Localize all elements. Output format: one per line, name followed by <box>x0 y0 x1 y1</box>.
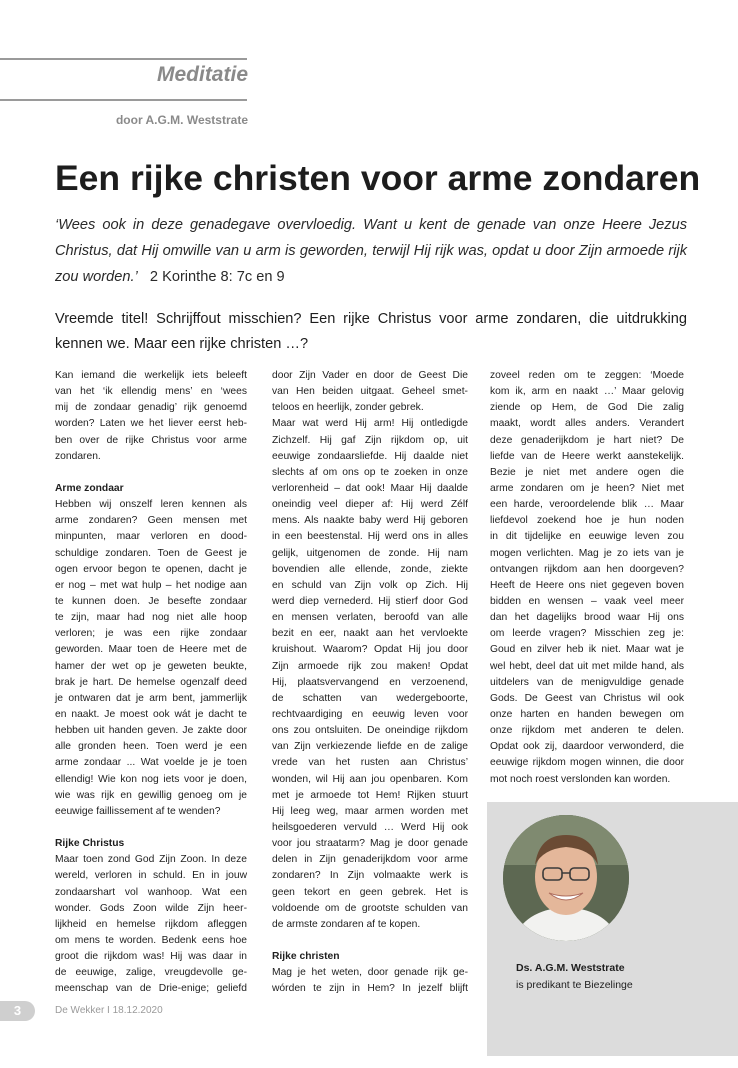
text-line: slechts af om ons op te zoeken in onze <box>272 466 468 478</box>
text-column-1 <box>55 368 247 997</box>
section-title: Meditatie <box>156 63 248 86</box>
text-line: onze rijkdom met anderen te delen. <box>490 725 684 737</box>
text-line: Maar wat werd Hij arm! Hij ontledigde <box>272 418 468 430</box>
text-line: hamer der wet op je geweten beukte, <box>55 660 247 672</box>
text-line: Zichzelf. Hij gaf Zijn rijkdom op, uit <box>272 434 468 446</box>
text-line: in dit tijdelijke en eeuwige leven zou <box>490 531 684 543</box>
text-line: Maar toen zond God Zijn Zoon. In deze <box>55 854 247 866</box>
text-line: ons zou ontsluiten. De oneindige rijkdom <box>272 725 468 737</box>
paragraph-gap <box>272 933 468 949</box>
text-line: en mensen verlaten, beroofd van alle <box>272 612 468 624</box>
text-line: van het ‘ik ellendig mens’ en ‘wees <box>55 386 247 398</box>
header-rule-top <box>0 58 247 60</box>
text-line: Hij leeg weg, maar armen worden met <box>272 805 468 817</box>
text-line: werd diep vernederd. Hij stierf door God <box>272 595 468 607</box>
text-line: de armste zondaren af te kopen. <box>272 918 421 930</box>
text-line: wie was rijk en gewillig genoeg om je <box>55 789 247 801</box>
text-line: met je armoede tot Hem! Rijken stuurt <box>272 789 468 801</box>
text-line: Hij, plaatsvervangend en verzoenend, <box>272 676 468 688</box>
text-line: Gods. De Geest van Christus wil ook <box>490 692 684 704</box>
text-line: mogen verlichten. Mag je zo iets van je <box>490 547 684 559</box>
section-heading: Rijke christen <box>272 951 340 963</box>
text-line: de schatten van wedergeboorte, <box>272 692 468 704</box>
text-line: zondaarshart vol wanhoop. Wat een <box>55 886 247 898</box>
paragraph-gap <box>55 820 247 836</box>
text-line: groot die rijkdom was! Hij was daar in <box>55 951 247 963</box>
text-line: van Zijn verkiezende liefde en de zalige <box>272 741 468 753</box>
article-intro: Vreemde titel! Schrijffout misschien? Een rijke Christus voor arme zondaren, die uitdrukking kennen we. Maar een rijke christen …? <box>55 311 687 352</box>
text-line: ontvangen rijkdom aan hen doorgeven? <box>490 563 684 575</box>
text-line: arme zondaren om je heen? Niet met <box>490 482 684 494</box>
text-line: rechtvaardiging en eeuwig leven voor <box>272 708 468 720</box>
author-byline: door A.G.M. Weststrate <box>115 113 248 127</box>
text-line: maakt, wordt alles anders. Verandert <box>490 418 684 430</box>
text-line: lijkheid en hemelse rijkdom afleggen <box>55 918 247 930</box>
text-line: door Zijn Vader en door de Geest Die <box>272 370 468 381</box>
section-heading: Rijke Christus <box>55 838 125 850</box>
text-line: kom ik, arm en naakt …’ Maar gelovig <box>490 386 684 398</box>
text-line: wórden te zijn in Hem? In jezelf blijft <box>272 983 468 995</box>
paragraph-gap <box>55 465 247 481</box>
text-line: worden? Laten we het liever eerst heb- <box>55 418 247 430</box>
quote-text: ‘Wees ook in deze genadegave overvloedig. Want u kent de genade van onze Heere Jezus Christus, dat Hij omwille van u arm is geworden, terwijl Hij rijk was, opdat u door Zijn armoede rijk zou worden.’ <box>55 217 687 285</box>
text-line: te kunnen doen. Je besefte zondaar <box>55 595 247 607</box>
text-line: liefdevol zoekend hoe je hun noden <box>490 515 684 527</box>
author-role: is predikant te Biezelinge <box>516 979 633 991</box>
text-line: wereld, verloren in schuld. En in jouw <box>55 870 247 882</box>
text-line: ben over de rijke Christus voor arme <box>55 434 247 446</box>
text-line: geworden. Maar toen de Heere met de <box>55 644 247 656</box>
text-line: arme zondaar ... Wat voelde je je toen <box>55 757 247 769</box>
text-line: ellendig! Wie kon nog iets voor je doen, <box>55 773 247 785</box>
text-line: voor jou straatarm? Mag je door genade <box>272 838 468 850</box>
text-line: zondaren. <box>55 450 101 462</box>
text-column-2 <box>272 368 468 997</box>
text-line: voldoende om de grootste schulden van <box>272 902 468 914</box>
text-line: mens. Als naakte baby werd Hij geboren <box>272 515 468 527</box>
bible-quote <box>55 212 687 290</box>
text-line: en naakt. Je moest ook wát je dacht te <box>55 708 247 720</box>
text-line: meenschap van de Drie-enige; geliefd <box>55 983 247 995</box>
page-number: 3 <box>0 1001 35 1021</box>
text-line: om mens te worden. Bedenk eens hoe <box>55 934 247 946</box>
text-line: Hebben wij onszelf leren kennen als <box>55 499 247 511</box>
text-line: Mag je het weten, door genade rijk ge- <box>272 967 468 979</box>
text-line: te zijn, maar had nog niet alle hoop <box>55 612 247 624</box>
text-line: onze harten en handen bewegen om <box>490 708 684 720</box>
text-line: arme zondaren? Geen mensen met <box>55 515 247 527</box>
text-line: om leerde vragen? Misschien zeg je: <box>490 628 684 640</box>
text-line: oneindig veel dieper af: Hij werd Zélf <box>272 499 468 511</box>
article-title: Een rijke christen voor arme zondaren <box>55 158 701 198</box>
text-line: er nog – met wat hulp – het nodige aan <box>55 579 247 591</box>
text-column-3 <box>490 368 684 788</box>
text-line: minpunten, maar verloren en dood- <box>55 531 247 543</box>
header-rule-bottom <box>0 99 247 101</box>
text-line: bidden en wensen – vaak veel meer <box>490 595 684 607</box>
text-line: gelijk, uitgenomen de zonde. Hij nam <box>272 547 468 559</box>
text-line: en schuld van Zijn volk op Zich. Hij <box>272 579 468 591</box>
text-line: alle gronden heen. Toen werd je een <box>55 741 247 753</box>
text-line: eeuwige zondaarsliefde. Hij daalde niet <box>272 450 468 462</box>
text-line: van Hen beiden uitgaat. Geheel smet- <box>272 386 468 398</box>
text-line: teloos en heerlijk, zonder gebrek. <box>272 402 424 414</box>
text-line: wonden, wil Hij aan jou openbaren. Kom <box>272 773 468 785</box>
text-line: in een beestenstal. Hij werd ons in alles <box>272 531 468 543</box>
text-line: eeuwige faillissement af te wenden? <box>55 805 221 817</box>
text-line: geen tekort en geen gebrek. Het is <box>272 886 468 898</box>
author-box <box>487 802 738 1056</box>
text-line: heilsgoederen vervuld … Werd Hij ook <box>272 821 468 833</box>
text-line: Goud en zilver heb ik niet. Maar wat je <box>490 644 684 656</box>
text-line: wel hebt, deel dat uit met milde hand, als <box>490 660 684 672</box>
text-line: de eeuwige, zalige, vreugdevolle ge- <box>55 967 247 979</box>
author-photo <box>503 815 629 941</box>
text-line: brak je hart. De hemelse ogenzalf deed <box>55 676 247 688</box>
text-line: een harde, veroordelende blik … Maar <box>490 499 684 511</box>
text-line: Zijn armoede rijk zou maken! Opdat <box>272 660 468 672</box>
text-line: kruishout. Waarom? Opdat Hij jou door <box>272 644 468 656</box>
text-line: wonder. Gods Zoon wilde Zijn heer- <box>55 902 247 914</box>
text-line: vrede van het rusten aan Christus’ <box>272 757 468 769</box>
text-line: mot noch roest verslonden kan worden. <box>490 773 671 785</box>
author-name: Ds. A.G.M. Weststrate <box>516 962 625 974</box>
text-line: ziende op Hem, de God Die zalig <box>490 402 684 414</box>
text-line: ogen ervoor begon te openen, dacht je <box>55 563 247 575</box>
text-line: dan het dagelijks brood waar Hij ons <box>490 612 684 624</box>
text-line: liefde van de Heere werkt aanstekelijk. <box>490 450 684 462</box>
text-line: Kan iemand die werkelijk iets beleeft <box>55 370 247 381</box>
text-line: verloren; je was een rijke zondaar <box>55 628 247 640</box>
footer-publication: De Wekker I 18.12.2020 <box>55 1005 163 1016</box>
text-line: mij de zondaar genadig’ rijk genoemd <box>55 402 247 414</box>
text-line: schuldige zondaren. Toen de Geest je <box>55 547 247 559</box>
text-line: Bezie je niet met andere ogen die <box>490 466 684 478</box>
text-line: zoveel reden om te zeggen: ‘Moede <box>490 370 684 381</box>
text-line: delen in Zijn genaderijkdom voor arme <box>272 854 468 866</box>
text-line: Opdat ook zij, daardoor verwonderd, die <box>490 741 684 753</box>
text-line: bovendien alle ellende, zonde, ziekte <box>272 563 468 575</box>
text-line: hebben uit handen geven. Je zakte door <box>55 725 247 737</box>
quote-reference: 2 Korinthe 8: 7c en 9 <box>149 269 285 285</box>
text-line: zondaren? In Zijn volmaakte werk is <box>272 870 468 882</box>
section-heading: Arme zondaar <box>55 482 124 494</box>
text-line: deze genaderijkdom je hart niet? De <box>490 434 684 446</box>
text-line: je ontwaren dat je arm bent, jammerlijk <box>55 692 247 704</box>
text-line: bezit en eer, naakt aan het vervloekte <box>272 628 468 640</box>
text-line: verlorenheid – dat ook! Maar Hij daalde <box>272 482 468 494</box>
text-line: Heeft de Heere ons niet gegeven boven <box>490 579 684 591</box>
text-line: uitdelers van de menigvuldige genade <box>490 676 684 688</box>
text-line: eeuwige rijkdom mogen winnen, die door <box>490 757 684 769</box>
